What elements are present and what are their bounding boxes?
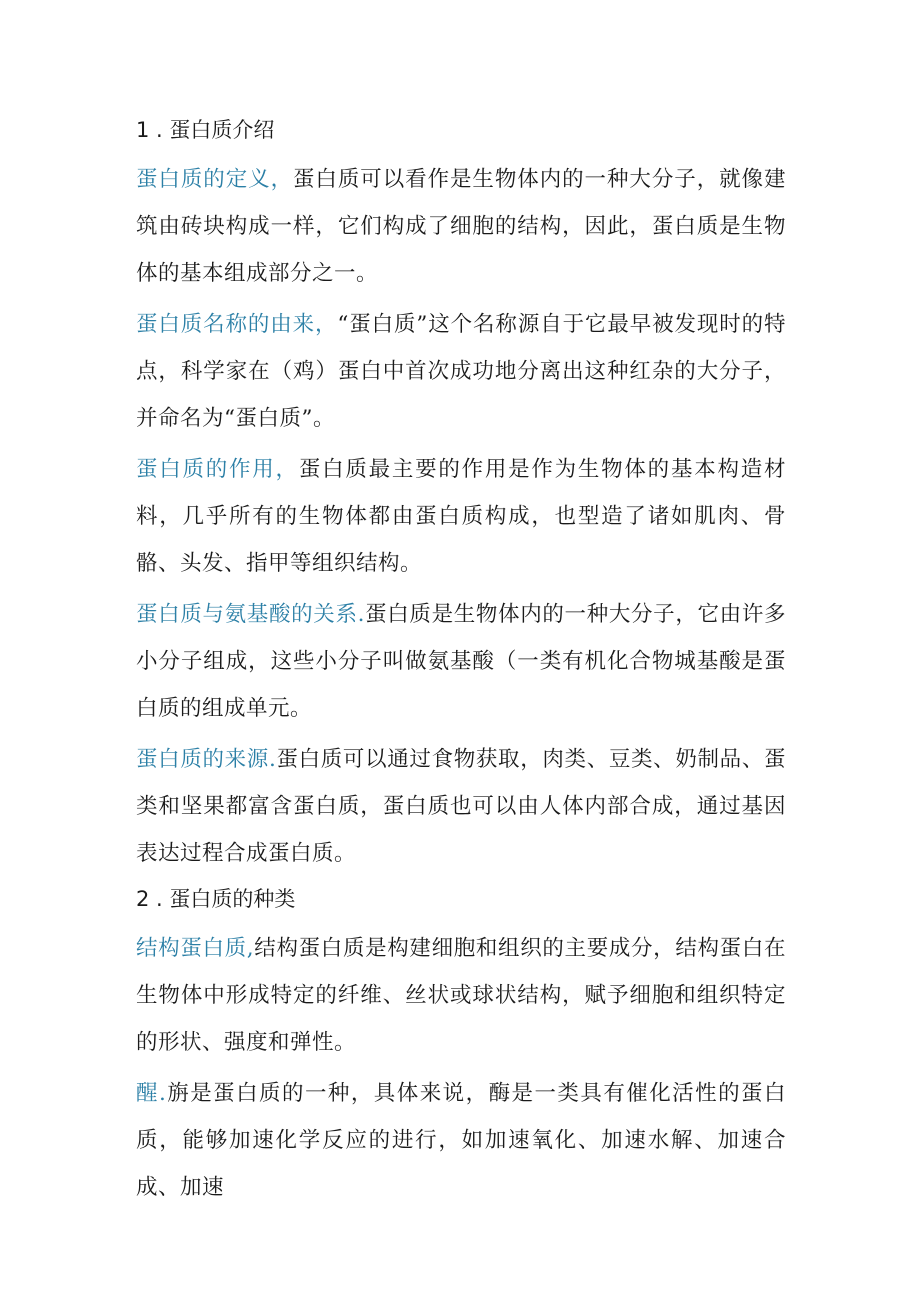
paragraph-term: 蛋白质名称的由来， xyxy=(136,312,338,337)
paragraph-text: 旃是蛋白质的一种，具体来说，酶是一类具有催化活性的蛋白质，能够加速化学反应的进行，如加速氧化、加速水解、加速合成、加速 xyxy=(136,1081,786,1200)
paragraph-text: 蛋白质最主要的作用是作为生物体的基本构造材料，几乎所有的生物体都由蛋白质构成，也型造了诸如肌肉、骨骼、头发、指甲等组织结构。 xyxy=(136,457,786,576)
paragraph-text: “蛋白质”这个名称源自于它最早被发现时的特点，科学家在（鸡）蛋白中首次成功地分离出这种红杂的大分子，并命名为“蛋白质”。 xyxy=(136,312,786,431)
paragraph-term: 蛋白质的作用， xyxy=(136,457,299,482)
paragraph-definition xyxy=(136,156,786,297)
section-heading: 1 . 蛋白质介绍 xyxy=(136,118,275,142)
paragraph-text: 结构蛋白质是构建细胞和组织的主要成分，结构蛋白在生物体中形成特定的纤维、丝状或球状结构，赋予细胞和组织特定的形状、强度和弹性。 xyxy=(136,936,786,1055)
section-types xyxy=(136,881,786,1211)
document-page xyxy=(136,112,786,1215)
paragraph-amino-acids xyxy=(136,591,786,732)
paragraph-term: 醒. xyxy=(136,1081,167,1106)
paragraph-text: 蛋白质可以看作是生物体内的一种大分子，就像建筑由砖块构成一样，它们构成了细胞的结构，因此，蛋白质是生物体的基本组成部分之一。 xyxy=(136,167,786,286)
paragraph-name-origin xyxy=(136,301,786,442)
paragraph-term: 蛋白质与氨基酸的关系. xyxy=(136,602,365,627)
paragraph-function xyxy=(136,446,786,587)
paragraph-enzyme xyxy=(136,1070,786,1211)
section-introduction xyxy=(136,112,786,877)
paragraph-text: 蛋白质可以通过食物获取，肉类、豆类、奶制品、蛋类和坚果都富含蛋白质，蛋白质也可以由人体内部合成，通过基因表达过程合成蛋白质。 xyxy=(136,747,786,866)
paragraph-term: 蛋白质的定义， xyxy=(136,167,293,192)
section-heading: 2 . 蛋白质的种类 xyxy=(136,887,296,911)
paragraph-sources xyxy=(136,736,786,877)
paragraph-term: 结构蛋白质, xyxy=(136,936,255,961)
paragraph-term: 蛋白质的来源. xyxy=(136,747,277,772)
paragraph-text: 蛋白质是生物体内的一种大分子，它由许多小分子组成，这些小分子叫做氨基酸（一类有机化合物城基酸是蛋白质的组成单元。 xyxy=(136,602,786,721)
paragraph-structural-protein xyxy=(136,925,786,1066)
